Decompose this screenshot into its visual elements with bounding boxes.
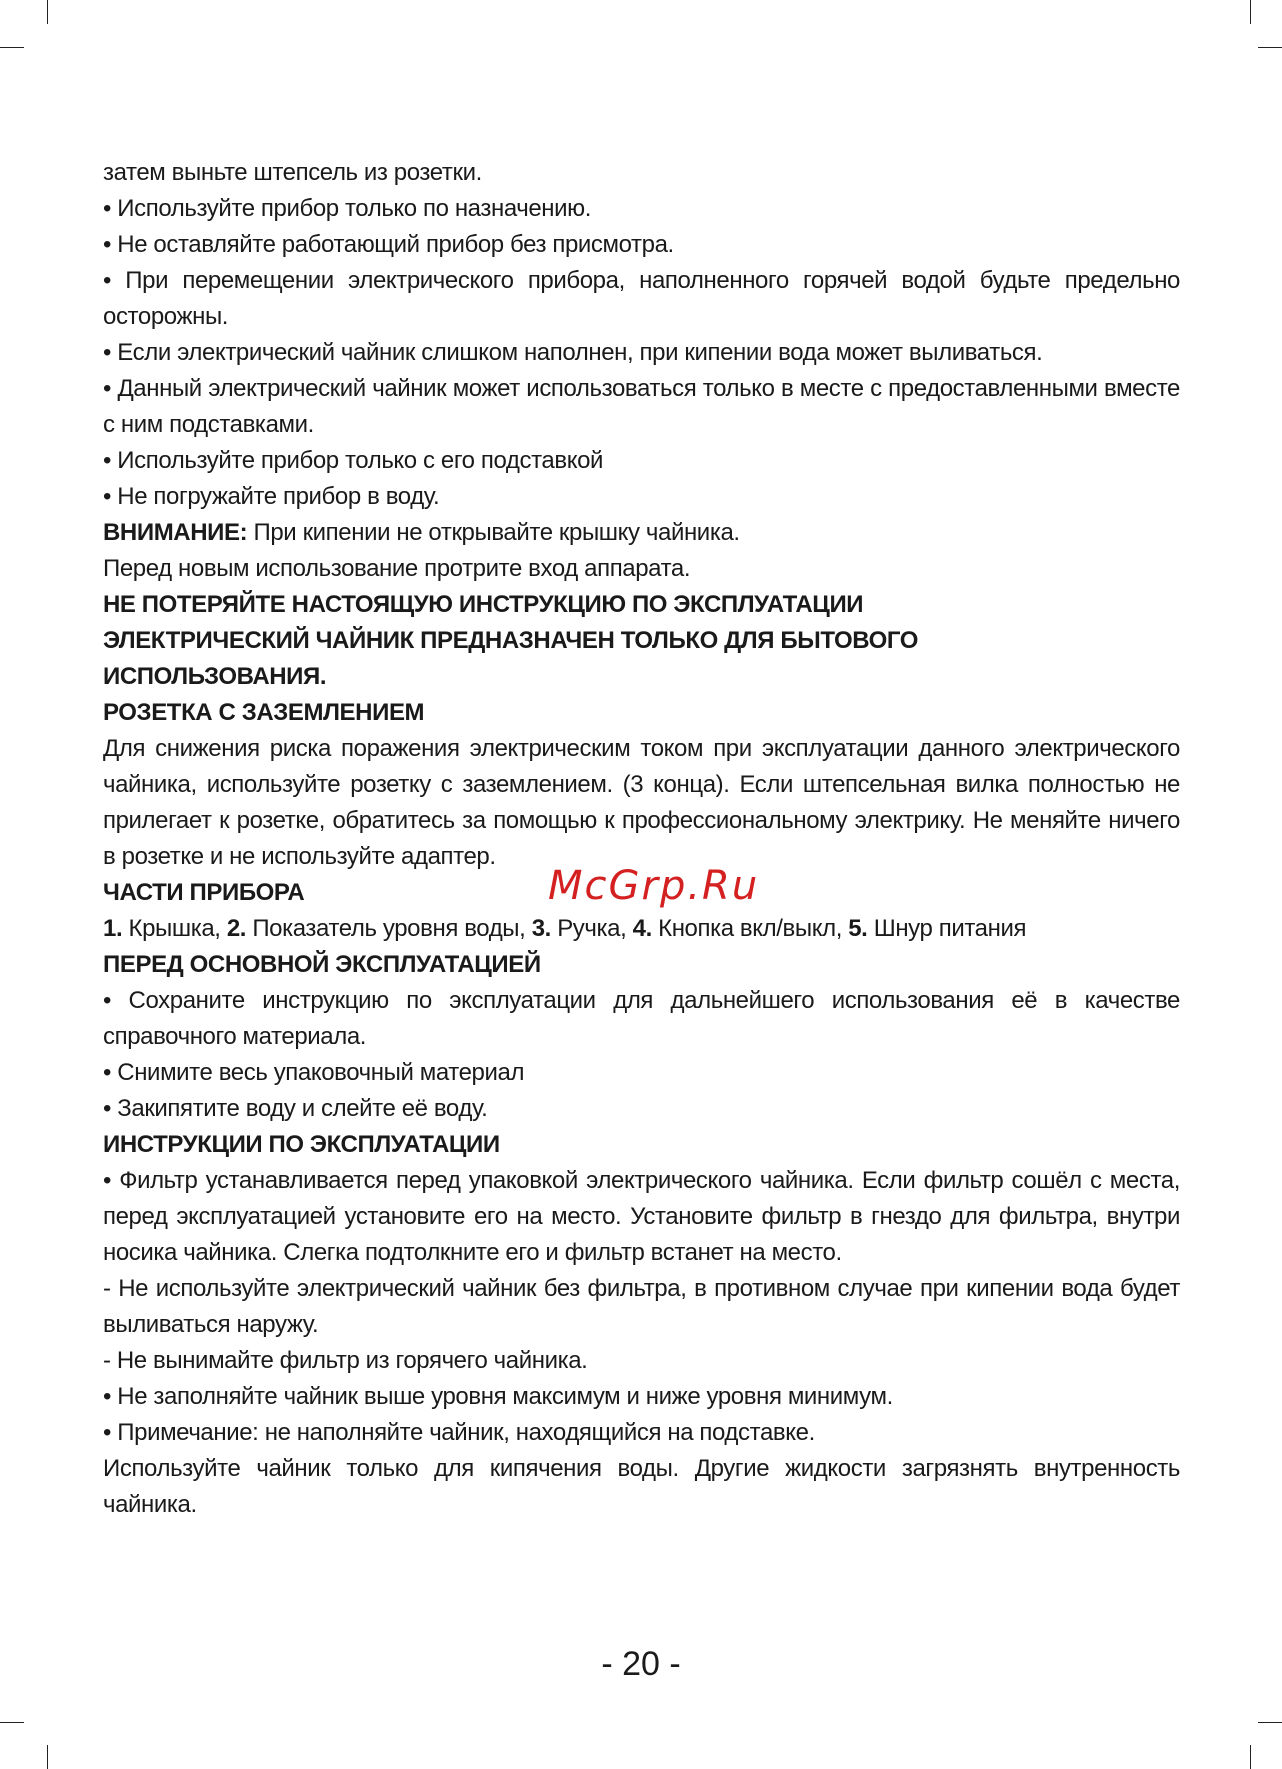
instruction-line: - Не вынимайте фильтр из горячего чайника. (103, 1347, 588, 1374)
section-heading: ЧАСТИ ПРИБОРА (103, 879, 305, 906)
section-heading: ИНСТРУКЦИИ ПО ЭКСПЛУАТАЦИИ (103, 1131, 500, 1158)
crop-mark (47, 0, 48, 24)
instruction-line: • Не заполняйте чайник выше уровня максимум и ниже уровня минимум. (103, 1383, 893, 1410)
warning-line: • Используйте прибор только по назначению. (103, 195, 592, 222)
section-heading: РОЗЕТКА С ЗАЗЕМЛЕНИЕМ (103, 699, 425, 726)
warning-line: • Не оставляйте работающий прибор без присмотра. (103, 231, 674, 258)
part-label: Шнур питания (867, 915, 1027, 942)
parts-list (103, 911, 1180, 947)
instruction-line: Используйте чайник только для кипячения воды. Другие жидкости загрязнять внутренность чайника. (103, 1455, 1180, 1518)
warning-line: • Не погружайте прибор в воду. (103, 483, 440, 510)
attention-label: ВНИМАНИЕ: (103, 519, 248, 546)
part-label: Ручка, (550, 915, 633, 942)
instruction-line: • Сохраните инструкцию по эксплуатации для дальнейшего использования её в качестве справочного материала. (103, 987, 1180, 1050)
crop-mark (47, 1745, 48, 1769)
caps-notice-line: НЕ ПОТЕРЯЙТЕ НАСТОЯЩУЮ ИНСТРУКЦИЮ ПО ЭКСПЛУАТАЦИИ (103, 591, 864, 618)
crop-mark (0, 47, 24, 48)
warning-line: • Данный электрический чайник может использоваться только в месте с предоставленными вместе с ним подставками. (103, 375, 1180, 438)
before-use-line: Перед новым использование протрите вход аппарата. (103, 555, 691, 582)
instruction-line: • Снимите весь упаковочный материал (103, 1059, 525, 1086)
crop-mark (1258, 1722, 1282, 1723)
operating-section (103, 1127, 1180, 1523)
part-number: 5. (848, 915, 868, 942)
part-label: Крышка, (122, 915, 227, 942)
warning-line: затем выньте штепсель из розетки. (103, 159, 482, 186)
part-number: 3. (531, 915, 551, 942)
instruction-line: • Закипятите воду и слейте её воду. (103, 1095, 488, 1122)
grounding-text: Для снижения риска поражения электрическим током при эксплуатации данного электрического чайника, используйте розетку с заземлением. (3 конца). Если штепсельная вилка полностью не прилегает к розетке, обратитесь за помощью к профессиональному электрику. Не меняйте ничего в розетке и не используйте адаптер. (103, 735, 1180, 870)
part-number: 1. (103, 915, 123, 942)
part-number: 4. (632, 915, 652, 942)
before-first-use-section (103, 947, 1180, 1127)
part-number: 2. (226, 915, 247, 942)
crop-mark (1250, 0, 1251, 24)
part-label: Показатель уровня воды, (246, 915, 532, 942)
warnings-section (103, 155, 1180, 695)
crop-mark (0, 1722, 24, 1723)
caps-notice-line: ИСПОЛЬЗОВАНИЯ. (103, 663, 327, 690)
grounding-section (103, 695, 1180, 875)
crop-mark (1250, 1745, 1251, 1769)
instruction-line: • Фильтр устанавливается перед упаковкой электрического чайника. Если фильтр сошёл с места, перед эксплуатацией установите его на место. Установите фильтр в гнездо для фильтра, внутри носика чайника. Слегка подтолкните его и фильтр встанет на место. (103, 1167, 1180, 1266)
attention-text: При кипении не открывайте крышку чайника. (247, 519, 740, 546)
warning-line: • Используйте прибор только с его подставкой (103, 447, 604, 474)
attention-line (103, 515, 1180, 551)
warning-line: • При перемещении электрического прибора, наполненного горячей водой будьте предельно осторожны. (103, 267, 1180, 330)
warning-line: • Если электрический чайник слишком наполнен, при кипении вода может выливаться. (103, 339, 1043, 366)
crop-mark (1258, 47, 1282, 48)
instruction-line: - Не используйте электрический чайник без фильтра, в противном случае при кипении вода будет выливаться наружу. (103, 1275, 1180, 1338)
section-heading: ПЕРЕД ОСНОВНОЙ ЭКСПЛУАТАЦИЕЙ (103, 951, 541, 978)
part-label: Кнопка вкл/выкл, (651, 915, 849, 942)
caps-notice-line: ЭЛЕКТРИЧЕСКИЙ ЧАЙНИК ПРЕДНАЗНАЧЕН ТОЛЬКО ДЛЯ БЫТОВОГО (103, 627, 919, 654)
page-number: - 20 - (601, 1645, 681, 1683)
manual-page-body (103, 155, 1180, 1523)
instruction-line: • Примечание: не наполняйте чайник, находящийся на подставке. (103, 1419, 815, 1446)
watermark: McGrp.Ru (548, 863, 760, 909)
